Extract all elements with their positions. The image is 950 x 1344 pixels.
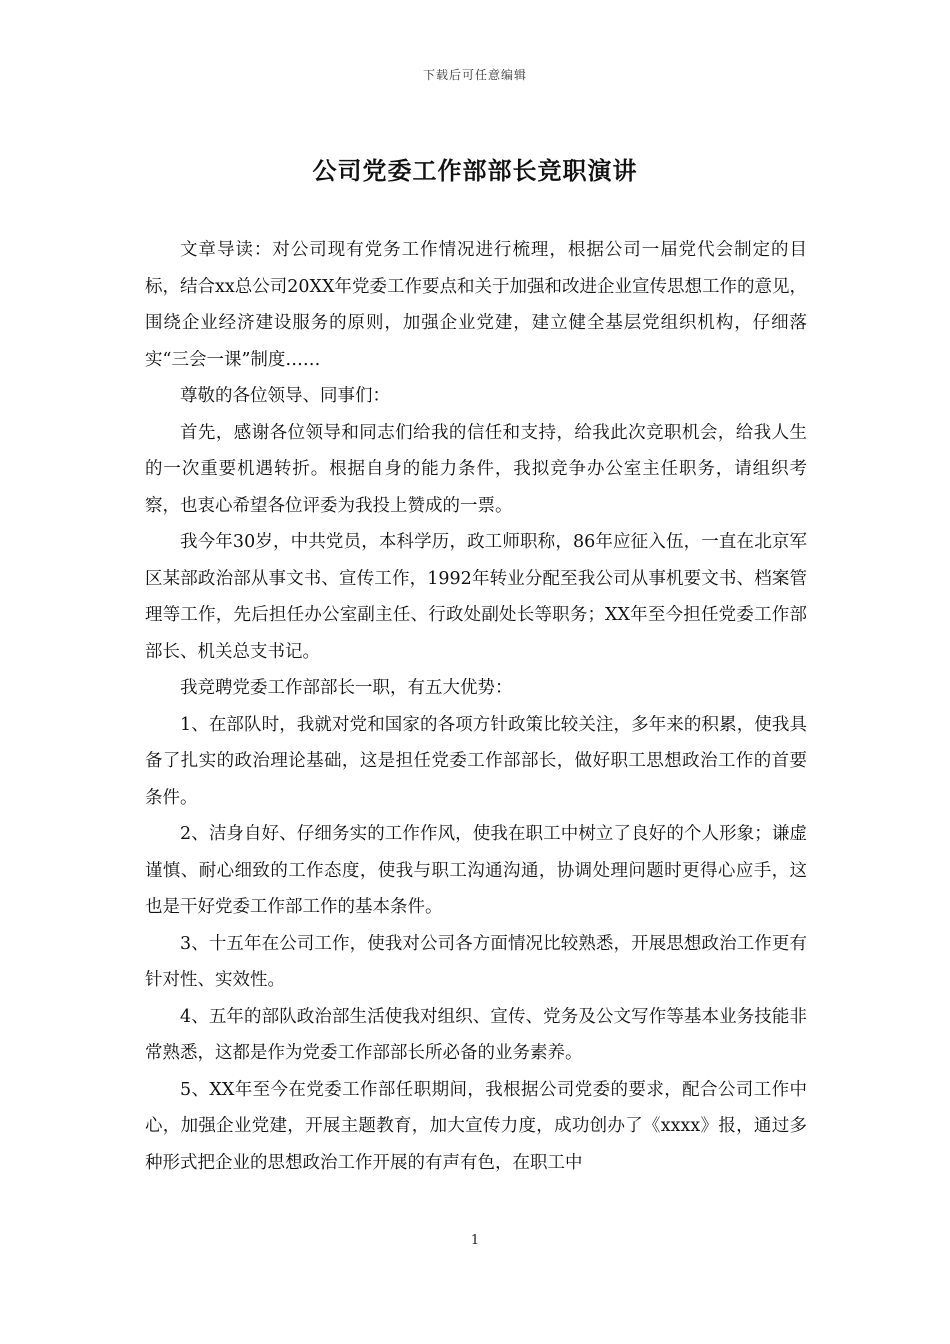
document-title: 公司党委工作部部长竞职演讲 [312, 156, 638, 185]
paragraph-background: 我今年30岁，中共党员，本科学历，政工师职称，86年应征入伍，一直在北京军区某部政治部从事文书、宣传工作，1992年转业分配至我公司从事机要文书、档案管理等工作，先后担任办公室副主任、行政处副处长等职务；XX年至今担任党委工作部部长、机关总支书记。 [145, 532, 807, 662]
header-note: 下载后可任意编辑 [422, 68, 527, 82]
paragraph-advantage-4: 4、五年的部队政治部生活使我对组织、宣传、党务及公文写作等基本业务技能非常熟悉，这都是作为党委工作部部长所必备的业务素养。 [145, 1006, 807, 1063]
paragraph-thanks: 首先，感谢各位领导和同志们给我的信任和支持，给我此次竞职机会，给我人生的一次重要机遇转折。根据自身的能力条件，我拟竞争办公室主任职务，请组织考察，也衷心希望各位评委为我投上赞成的一票。 [145, 422, 807, 516]
paragraph-advantage-1: 1、在部队时，我就对党和国家的各项方针政策比较关注，多年来的积累，使我具备了扎实的政治理论基础，这是担任党委工作部部长，做好职工思想政治工作的首要条件。 [145, 714, 807, 808]
paragraph-advantage-5: 5、XX年至今在党委工作部任职期间，我根据公司党委的要求，配合公司工作中心，加强企业党建，开展主题教育，加大宣传力度，成功创办了《xxxx》报，通过多种形式把企业的思想政治工作开展的有声有色，在职工中 [145, 1079, 807, 1173]
paragraph-salutation: 尊敬的各位领导、同事们： [180, 386, 390, 406]
document-body [145, 232, 807, 1181]
page-number: 1 [470, 1233, 480, 1248]
paragraph-intro: 文章导读：对公司现有党务工作情况进行梳理，根据公司一届党代会制定的目标，结合xx总公司20XX年党委工作要点和关于加强和改进企业宣传思想工作的意见，围绕企业经济建设服务的原则，加强企业党建，建立健全基层党组织机构，仔细落实“三会一课”制度…… [145, 240, 807, 370]
paragraph-advantage-3: 3、十五年在公司工作，使我对公司各方面情况比较熟悉，开展思想政治工作更有针对性、实效性。 [145, 933, 807, 990]
paragraph-advantage-2: 2、洁身自好、仔细务实的工作作风，使我在职工中树立了良好的个人形象；谦虚谨慎、耐心细致的工作态度，使我与职工沟通沟通，协调处理问题时更得心应手，这也是干好党委工作部工作的基本条件。 [145, 824, 807, 917]
paragraph-advantages-intro: 我竞聘党委工作部部长一职，有五大优势： [180, 678, 513, 698]
